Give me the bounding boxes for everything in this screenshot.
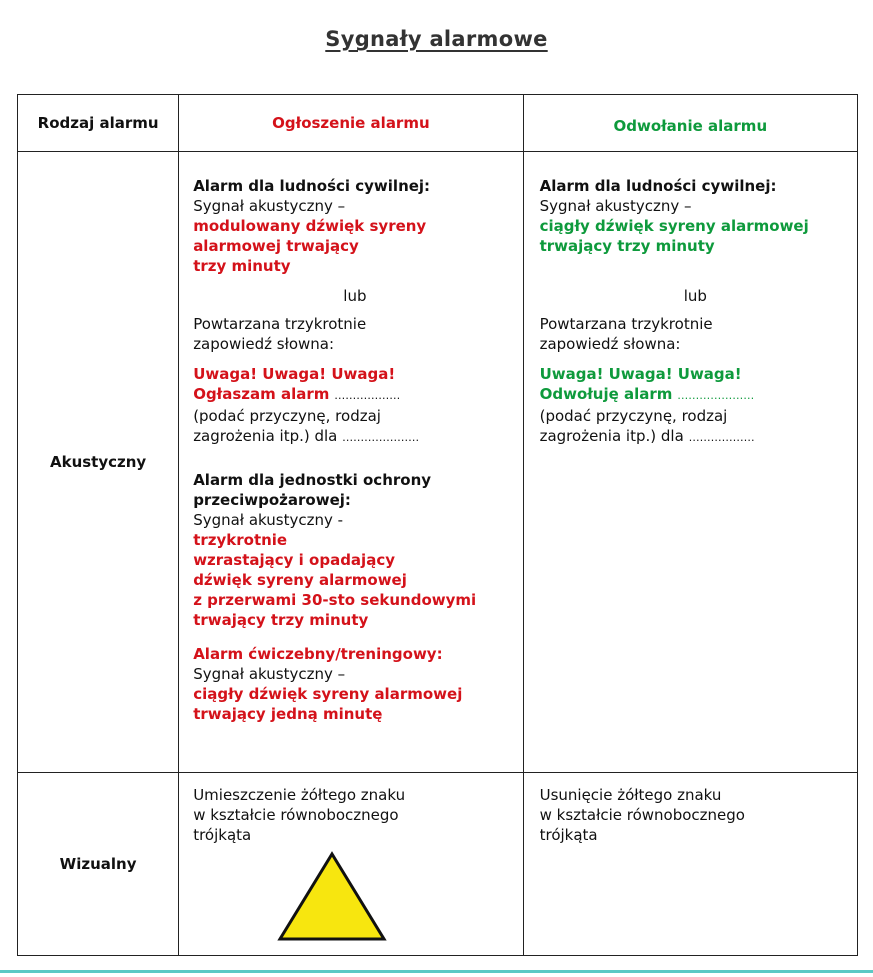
visual-announce-text-3: trójkąta (193, 826, 252, 844)
fire-desc-5: trwający trzy minuty (193, 611, 369, 629)
visual-announce-text-1: Umieszczenie żółtego znaku (193, 786, 406, 804)
placeholder-dots: ……………… (688, 431, 755, 444)
visual-label: Wizualny (18, 773, 179, 956)
cancel-reason-line-2 (540, 426, 851, 448)
fire-heading-2: przeciwpożarowej: (193, 491, 351, 509)
cancel-warning-text-2: Odwołuję alarm (539, 385, 673, 403)
placeholder-dots: ………………… (342, 431, 420, 444)
header-announce: Ogłoszenie alarmu (179, 95, 523, 152)
fire-heading-1: Alarm dla jednostki ochrony (193, 471, 432, 489)
fire-signal: Sygnał akustyczny - (193, 511, 344, 529)
header-cancel: Odwołanie alarmu (523, 95, 857, 152)
footer-divider (0, 970, 873, 973)
or-text: lub (343, 287, 367, 305)
cancel-civil-heading: Alarm dla ludności cywilnej: (539, 177, 777, 195)
cancel-civil-desc-1: ciągły dźwięk syreny alarmowej (539, 217, 809, 235)
fire-desc-1: trzykrotnie (193, 531, 288, 549)
acoustic-row (18, 152, 858, 773)
cancel-reason-text-2: zagrożenia itp.) dla (539, 427, 684, 445)
cancel-civil-desc-2: trwający trzy minuty (539, 237, 715, 255)
acoustic-label: Akustyczny (18, 152, 179, 773)
visual-row (18, 773, 858, 956)
fire-desc-3: dźwięk syreny alarmowej (193, 571, 407, 589)
acoustic-cancel-cell (523, 152, 857, 773)
warning-line-2 (193, 384, 516, 406)
reason-text-2: zagrożenia itp.) dla (193, 427, 338, 445)
repeat-text-1: Powtarzana trzykrotnie (193, 315, 367, 333)
drill-heading: Alarm ćwiczebny/treningowy: (193, 645, 443, 663)
page-title: Sygnały alarmowe (325, 27, 548, 51)
visual-announce-text-2: w kształcie równobocznego (193, 806, 399, 824)
visual-announce-cell (179, 773, 523, 956)
drill-desc-2: trwający jedną minutę (193, 705, 383, 723)
cancel-reason-text-1: (podać przyczynę, rodzaj (539, 407, 728, 425)
drill-signal: Sygnał akustyczny – (193, 665, 346, 683)
drill-desc-1: ciągły dźwięk syreny alarmowej (193, 685, 463, 703)
warning-text-1: Uwaga! Uwaga! Uwaga! (193, 365, 396, 383)
visual-cancel-text-2: w kształcie równobocznego (539, 806, 745, 824)
fire-desc-2: wzrastający i opadający (193, 551, 395, 569)
acoustic-announce-cell (179, 152, 523, 773)
yellow-triangle-icon (277, 851, 387, 943)
placeholder-dots: ……………… (334, 389, 401, 402)
visual-cancel-text-1: Usunięcie żółtego znaku (539, 786, 722, 804)
table-header-row (18, 95, 858, 152)
civil-signal-desc-3: trzy minuty (193, 257, 291, 275)
civil-signal-desc-2: alarmowej trwający (193, 237, 359, 255)
alarm-signals-table (17, 94, 858, 956)
reason-text-1: (podać przyczynę, rodzaj (193, 407, 381, 425)
civil-signal-desc-1: modulowany dźwięk syreny (193, 217, 427, 235)
repeat-text-2: zapowiedź słowna: (193, 335, 335, 353)
cancel-or-text: lub (683, 287, 707, 305)
cancel-warning-text-1: Uwaga! Uwaga! Uwaga! (539, 365, 742, 383)
cancel-civil-signal: Sygnał akustyczny – (539, 197, 692, 215)
visual-cancel-text-3: trójkąta (539, 826, 598, 844)
civil-heading: Alarm dla ludności cywilnej: (193, 177, 431, 195)
civil-signal: Sygnał akustyczny – (193, 197, 346, 215)
cancel-repeat-text-2: zapowiedź słowna: (539, 335, 681, 353)
cancel-repeat-text-1: Powtarzana trzykrotnie (539, 315, 713, 333)
visual-cancel-cell (523, 773, 857, 956)
fire-desc-4: z przerwami 30-sto sekundowymi (193, 591, 477, 609)
reason-line-2 (193, 426, 516, 448)
header-alarm-type: Rodzaj alarmu (18, 95, 179, 152)
warning-text-2: Ogłaszam alarm (193, 385, 330, 403)
placeholder-dots: ………………… (677, 389, 755, 402)
cancel-warning-line-2 (540, 384, 851, 406)
